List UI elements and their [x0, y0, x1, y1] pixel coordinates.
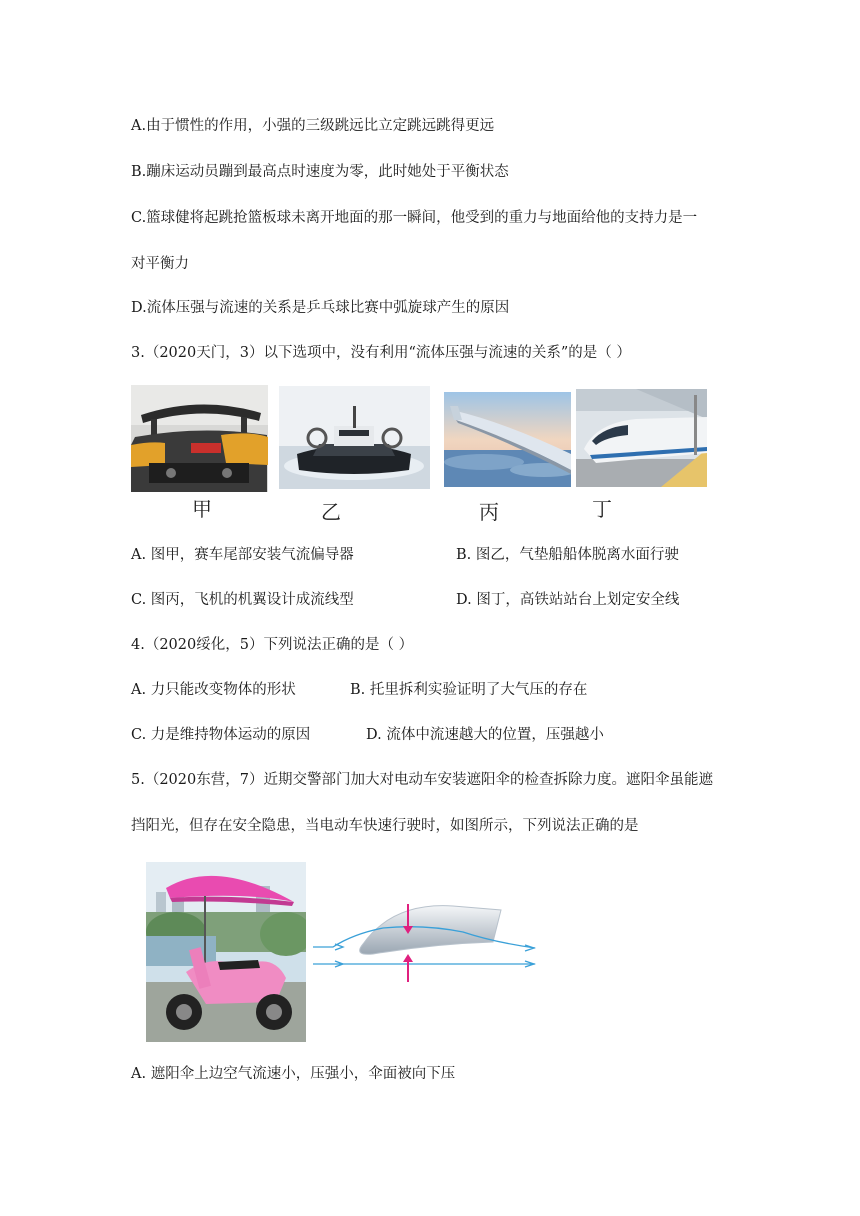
image-label-ding: 丁: [592, 497, 612, 521]
q5-stem-line2: 挡阳光，但存在安全隐患，当电动车快速行驶时，如图所示，下列说法正确的是: [131, 818, 639, 834]
q2-option-a: A.由于惯性的作用，小强的三级跳远比立定跳远跳得更远: [131, 118, 495, 134]
q4-option-d: D. 流体中流速越大的位置，压强越小: [366, 727, 604, 743]
q3-option-d: D. 图丁，高铁站站台上划定安全线: [456, 592, 680, 608]
q2-option-b: B.蹦床运动员蹦到最高点时速度为零，此时她处于平衡状态: [131, 164, 509, 180]
scooter-umbrella-photo: [146, 862, 306, 1042]
q3-stem: 3.（2020天门，3）以下选项中，没有利用“流体压强与流速的关系”的是（ ）: [131, 345, 631, 361]
q3-option-b: B. 图乙，气垫船船体脱离水面行驶: [456, 547, 679, 563]
airplane-wing-photo: [444, 392, 571, 487]
q4-option-c: C. 力是维持物体运动的原因: [131, 727, 311, 743]
q3-option-c: C. 图丙，飞机的机翼设计成流线型: [131, 592, 354, 608]
q4-option-b: B. 托里拆利实验证明了大气压的存在: [350, 682, 588, 698]
umbrella-airflow-diagram: [313, 894, 537, 984]
race-car-photo: [131, 385, 268, 492]
image-label-jia: 甲: [192, 497, 212, 521]
q5-option-a: A. 遮阳伞上边空气流速小，压强小，伞面被向下压: [131, 1066, 456, 1082]
q2-option-d: D.流体压强与流速的关系是乒乓球比赛中弧旋球产生的原因: [131, 300, 510, 316]
q3-option-a: A. 图甲，赛车尾部安装气流偏导器: [131, 547, 354, 563]
hovercraft-photo: [279, 386, 430, 489]
image-label-bing: 丙: [479, 500, 499, 524]
q2-option-c-line1: C.篮球健将起跳抢篮板球未离开地面的那一瞬间，他受到的重力与地面给他的支持力是一: [131, 210, 698, 226]
image-label-yi: 乙: [321, 500, 341, 524]
q4-stem: 4.（2020绥化，5）下列说法正确的是（ ）: [131, 637, 414, 653]
high-speed-train-photo: [576, 389, 707, 487]
q4-option-a: A. 力只能改变物体的形状: [131, 682, 296, 698]
q2-option-c-line2: 对平衡力: [131, 256, 189, 272]
q5-stem-line1: 5.（2020东营，7）近期交警部门加大对电动车安装遮阳伞的检查拆除力度。遮阳伞虽能遮: [131, 772, 713, 788]
